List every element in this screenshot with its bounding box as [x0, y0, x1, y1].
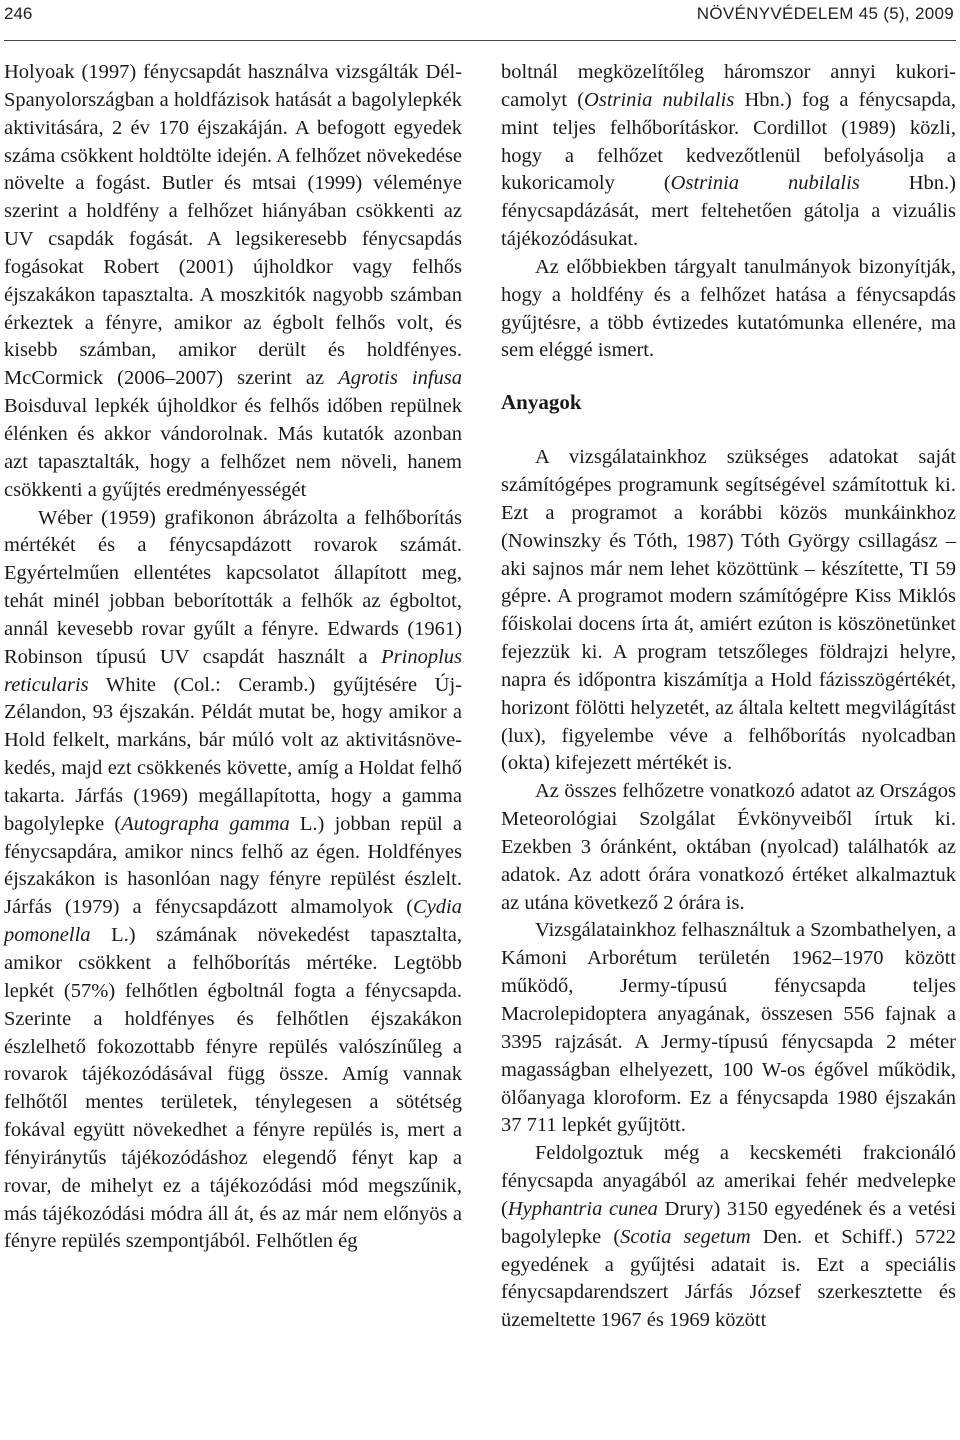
paragraph: Vizsgálatainkhoz felhasználtuk a Szombathelyen, a Kámoni Arborétum területén 1962–1970 között működő, Jermy-típusú fénycsapda teljes Macrolepidoptera anyagának, összesen 556 fajnak a 3395 rajzását. A Jermy-típusú fénycsapda 2 méter magasságban elhelyezett, 100 W-os égővel működik, ölőanyaga kloroform. Ez a fénycsapda 1980 éjszakán 37 711 lepkét gyűjtött. — [501, 919, 956, 1137]
species-name: Ostrinia nubilalis — [670, 172, 860, 195]
section-heading: Anyagok — [501, 390, 582, 415]
paragraph: Holyoak (1997) fénycsapdát használva vizsgálták Dél-Spanyolországban a holdfázisok hatását a bagolylepkék aktivitására, 2 év 170 éjszakáján. A befogott egyedek száma csökkent holdtölte idején. A felhőzet növekedése növelte a fogást. Butler és mtsai (1999) véleménye szerint a holdfény a felhőzet hiányában csökkenti az UV csapdák fogását. A legsikeresebb fénycsapdás fogásokat Robert (2001) újholdkor vagy felhős éjszakákon tapasztalta. A moszkitók nagyobb számban érkeztek a fényre, amikor az égbolt felhős volt, és kisebb számban, amikor derült és holdfényes. McCormick (2006–2007) szerint az Agrotis infusa Boisduval lepkék újholdkor és felhős időben repülnek élénken és akkor vándorolnak. Más kutatók azonban azt tapasztalták, hogy a felhőzet nem növeli, hanem csökkenti a gyűjtés eredményességét — [4, 61, 463, 501]
species-name: Ostrinia nubilalis — [584, 88, 735, 111]
page-number: 246 — [4, 4, 33, 23]
species-name: Agrotis infusa — [338, 367, 463, 390]
paragraph: Az összes felhőzetre vonatkozó adatot az Országos Meteorológiai Szolgálat Évkönyveiből írtuk ki. Ezekben 3 óránként, oktában (nyolcad) találhatók az adatok. Az adott órára vonatkozó értéket alkalmaztuk az utána következő 2 órára is. — [501, 780, 956, 914]
species-name: Hyphantria cunea — [507, 1197, 658, 1220]
paragraph: boltnál megközelítőleg háromszor annyi kukoricamolyt (Ostrinia nubilalis Hbn.) fog a fénycsapda, mint teljes felhőborításkor. Cordillot (1989) közli, hogy a felhőzet kedvezőtlenül befolyásolja a kukoricamoly (Ostrinia nubilalis Hbn.) fénycsapdázását, mert feltehetően gátolja a vizuális tájékozódásukat. — [501, 61, 956, 251]
paragraph: Wéber (1959) grafikonon ábrázolta a felhőborítás mértékét és a fénycsapdázott rovarok számát. Egyértelműen ellentétes kapcsolatot állapított meg, tehát minél jobban beborították a felhők az égboltot, annál kevesebb rovar gyűlt a fényre. Edwards (1961) Robinson típusú UV csapdát használt a Prinoplus reticularis White (Col.: Ceramb.) gyűjtésére Új-Zélandon, 93 éjszakán. Példát mutat be, hogy amikor a Hold felkelt, markáns, bár múló volt az aktivitásnövekedés, majd ezt csökkenés követte, amíg a Holdat felhő takarta. Járfás (1969) megállapította, hogy a gamma bagolylepke (Autographa gamma L.) jobban repül a fénycsapdára, amikor nincs felhő az égen. Holdfényes éjszakákon is hasonlóan nagy fényre repülést észlelt. Járfás (1979) a fénycsapdázott almamolyok (Cydia pomonella L.) számának növekedést tapasztalta, amikor csökkent a felhőborítás mértéke. Legtöbb lepkét (57%) felhőtlen égboltnál fogta a fénycsapda. Szerinte a holdfényes és felhőtlen éjszakákon észlelhető fokozottabb fényre repülés valószínűleg a rovarok tájékozódásával függ össze. Amíg vannak felhőtől mentes területek, ténylegesen a sötétség fokával együtt növekedhet a fényre repülés is, mert a fényiránytűs tájékozódáshoz elegendő fényt kap a rovar, de mihelyt ez a tájékozódási mód megszűnik, más tájékozódási módra áll át, és az már nem előnyös a fényre repülés szempontjából. Felhőtlen ég — [4, 506, 462, 1253]
running-title: NÖVÉNYVÉDELEM 45 (5), 2009 — [696, 4, 954, 23]
paragraph: A vizsgálatainkhoz szükséges adatokat saját számítógépes programunk segítségével számítottuk ki. Ezt a programot a korábbi közös munkáinkhoz (Nowinszky és Tóth, 1987) Tóth György csillagász – aki sajnos már nem lehet közöttünk – készítette, TI 59 gépre. A programot modern számítógépre Kiss Miklós főiskolai docens írta át, amiért ezúton is köszönetünket fejezzük ki. A program tetszőleges földrajzi helyre, napra és időpontra kiszámítja a Hold fázisszögértékét, horizont fölötti helyzetét, az általa keltett megvilágítást (lux), figyelembe véve a felhőborítás nyolcadban (okta) kifejezett mértékét is. — [501, 446, 956, 775]
paragraph: Feldolgoztuk még a kecskeméti frakcionáló fénycsapda anyagából az amerikai fehér medvelepke (Hyphantria cunea Drury) 3150 egyedének és a vetési bagolylepke (Scotia segetum Den. et Schiff.) 5722 egyedének a gyűjtési adatait is. Ezt a speciális fénycsapdarendszert Járfás József szerkesztette és üzemeltette 1967 és 1969 között — [501, 1142, 957, 1332]
paragraph: Az előbbiekben tárgyalt tanulmányok bizonyítják, hogy a holdfény és a felhőzet hatása a fénycsapdás gyűjtésre, a több évtizedes kutatómunka ellenére, ma sem eléggé ismert. — [501, 255, 956, 362]
left-column — [4, 59, 462, 1256]
species-name: Autographa gamma — [121, 812, 290, 835]
species-name: Scotia segetum — [620, 1225, 751, 1248]
species-name: Prinoplus reticularis — [4, 645, 462, 696]
right-column — [501, 59, 956, 1335]
species-name: Cydia pomonella — [4, 896, 462, 947]
header-rule — [4, 40, 956, 41]
page-header — [4, 4, 954, 30]
